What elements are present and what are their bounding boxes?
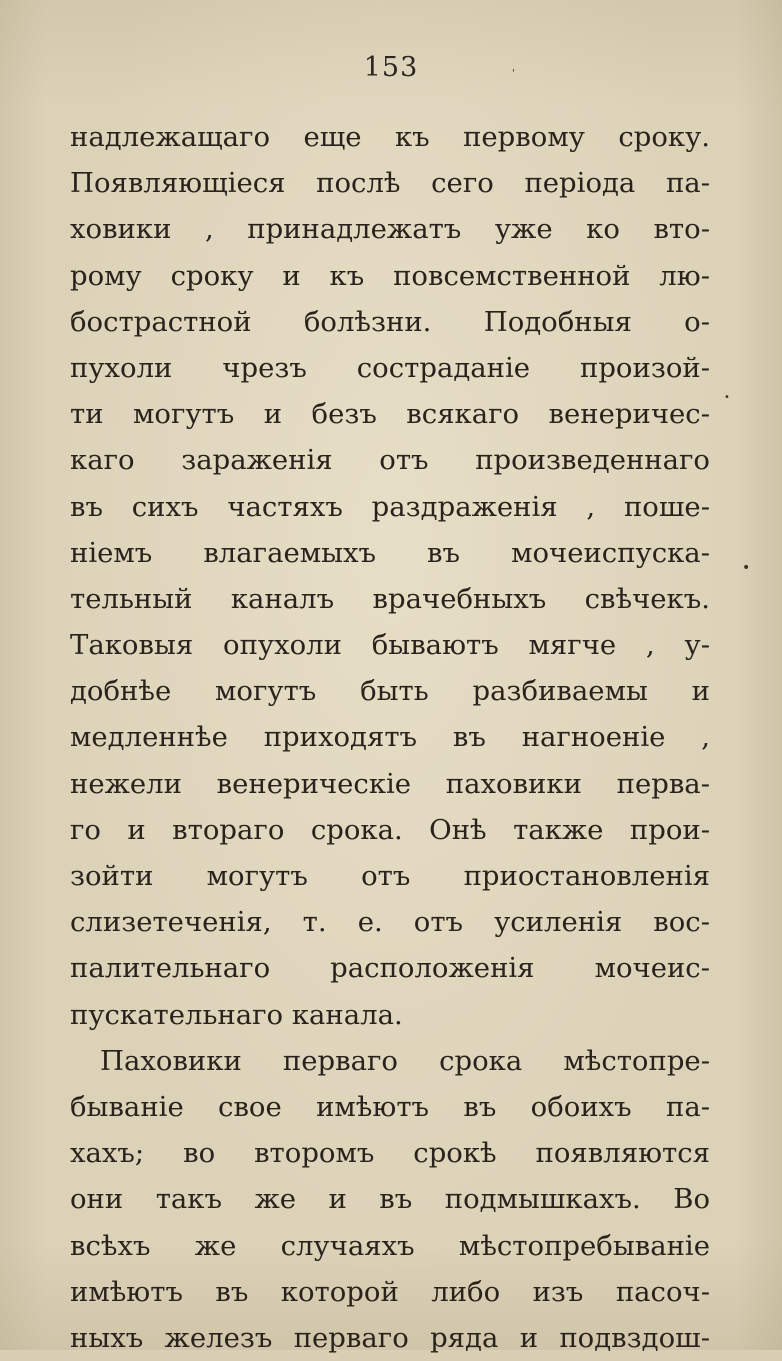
body-text <box>70 114 710 1361</box>
text-line: ти могутъ и безъ всякаго венеричес- <box>70 398 710 431</box>
text-line: пускательнаго канала. <box>70 998 403 1031</box>
text-line: они такъ же и въ подмышкахъ. Во <box>70 1183 710 1216</box>
text-line: каго зараженія отъ произведеннаго <box>70 444 710 477</box>
text-line: го и втораго срока. Онѣ также прои- <box>70 813 710 846</box>
text-line: зойти могутъ отъ приостановленія <box>70 860 710 892</box>
text-line: всѣхъ же случаяхъ мѣстопребываніе <box>70 1229 710 1262</box>
text-line: нежели венерическіе паховики перва- <box>70 767 710 800</box>
text-line: пухоли чрезъ состраданіе произой- <box>70 351 710 384</box>
text-line: бываніе свое имѣютъ въ обоихъ па- <box>70 1090 710 1123</box>
text-line: рому сроку и къ повсемственной лю- <box>70 259 710 292</box>
text-line: надлежащаго еще къ первому сроку. <box>70 121 710 153</box>
text-line: ныхъ железъ перваго ряда и подвздош- <box>70 1321 710 1354</box>
text-line: медленнѣе приходятъ въ нагноеніе , <box>70 721 710 754</box>
ink-speck: • <box>742 560 751 576</box>
page-number: 153 <box>363 52 419 83</box>
text-line: слизетеченія, т. е. отъ усиленія вос- <box>70 906 710 939</box>
text-line: въ сихъ частяхъ раздраженія , поше- <box>70 490 710 523</box>
text-line: Таковыя опухоли бываютъ мягче , у- <box>70 629 710 662</box>
text-line: ніемъ влагаемыхъ въ мочеиспуска- <box>70 536 710 569</box>
ink-speck: • <box>724 392 730 403</box>
text-line: добнѣе могутъ быть разбиваемы и <box>70 675 710 708</box>
text-line: бострастной болѣзни. Подобныя о- <box>70 305 710 338</box>
text-line: ховики , принадлежатъ уже ко вто- <box>70 213 710 246</box>
text-line: тельный каналъ врачебныхъ свѣчекъ. <box>70 582 710 615</box>
text-line: хахъ; во второмъ срокѣ появляются <box>70 1137 710 1170</box>
text-line: Паховики перваго срока мѣстопре- <box>100 1044 710 1077</box>
text-line: имѣютъ въ которой либо изъ пасоч- <box>70 1275 710 1308</box>
text-line: палительнаго расположенія мочеис- <box>70 952 710 985</box>
text-line: Появляющіеся послѣ сего періода па- <box>70 167 710 200</box>
ink-speck: ' <box>512 68 515 79</box>
